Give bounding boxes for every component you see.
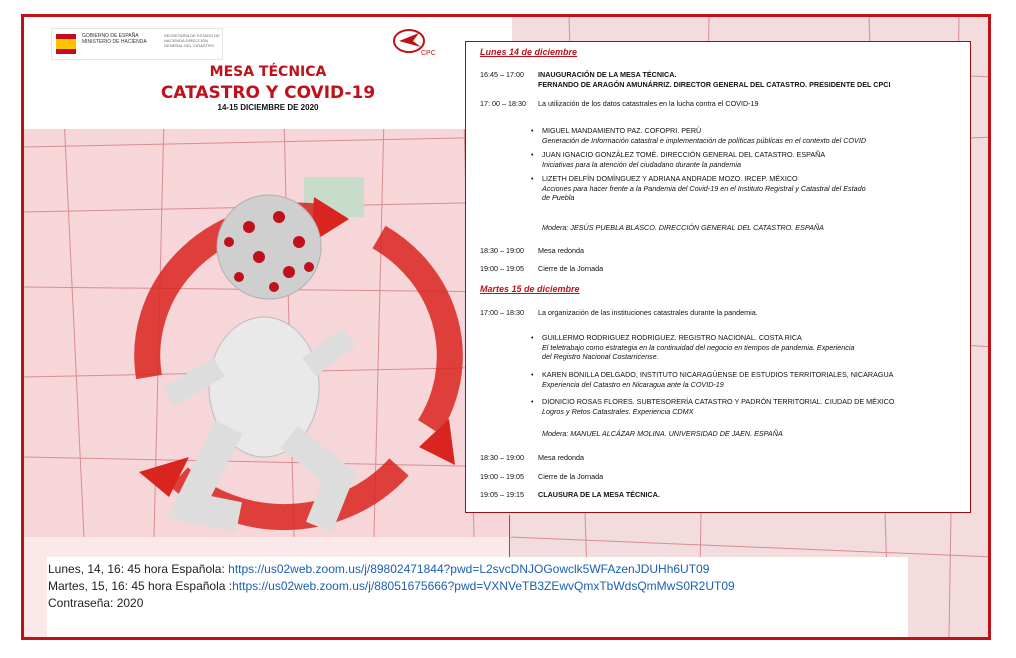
poster-title-line1: MESA TÉCNICA xyxy=(209,64,327,80)
speaker-talk: Generación de Información catastral e implementación de políticas públicas en el contexto del COVID xyxy=(542,135,867,145)
poster-title-line2: CATASTRO Y COVID-19 xyxy=(160,83,376,103)
day1-slot-session xyxy=(480,99,759,109)
slot-title: La utilización de los datos catastrales en la lucha contra el COVID-19 xyxy=(538,99,759,108)
zoom-link-monday[interactable]: https://us02web.zoom.us/j/89802471844?pwd=L2svcDNJOGowclk5WFAzenJDUHh6UT09 xyxy=(228,562,710,576)
gov-logo-subtext: SECRETARÍA DE ESTADO DE HACIENDA DIRECCIÓN GENERAL DEL CATASTRO xyxy=(164,33,220,48)
day2-speaker-1 xyxy=(542,333,952,362)
day2-slot-session xyxy=(480,308,758,318)
day1-slot-inauguration xyxy=(480,70,676,80)
speaker-talk: Acciones para hacer frente a la Pandemia del Covid-19 en el Instituto Registral y Catastral del Estado xyxy=(542,183,866,193)
speaker-name: • JUAN IGNACIO GONZÁLEZ TOMÉ. DIRECCIÓN GENERAL DEL CATASTRO. ESPAÑA xyxy=(542,150,826,159)
day1-slot-roundtable xyxy=(480,246,584,256)
spain-flag-icon xyxy=(56,34,76,54)
slot-title: INAUGURACIÓN DE LA MESA TÉCNICA. xyxy=(538,70,677,79)
link-line-tuesday xyxy=(48,578,908,595)
day1-speaker-1 xyxy=(542,126,952,145)
slot-time: 16:45 – 17:00 xyxy=(480,70,524,79)
speaker-name: • GUILLERMO RODRIGUEZ RODRIGUEZ. REGISTRO NACIONAL. COSTA RICA xyxy=(542,333,802,342)
speaker-name: • MIGUEL MANDAMIENTO PAZ. COFOPRI. PERÚ xyxy=(542,126,702,135)
password-line: Contraseña: 2020 xyxy=(48,596,144,610)
day2-speaker-3 xyxy=(542,397,952,416)
day2-slot-closing xyxy=(480,472,603,482)
slot-time: 19:05 – 19:15 xyxy=(480,490,524,499)
poster-frame xyxy=(21,14,991,640)
slot-title: Mesa redonda xyxy=(538,246,584,255)
slot-title: Cierre de la Jornada xyxy=(538,264,604,273)
covid-runner-illustration xyxy=(79,147,499,537)
cpc-logo-icon xyxy=(389,27,439,57)
gov-logo-text: GOBIERNO DE ESPAÑA MINISTERIO DE HACIENDA xyxy=(82,33,147,45)
speaker-name: • DIONICIO ROSAS FLORES. SUBTESORERÍA CATASTRO Y PADRÓN TERRITORIAL. CIUDAD DE MÉXICO xyxy=(542,397,895,406)
day2-slot-clausura xyxy=(480,490,660,500)
slot-title: CLAUSURA DE LA MESA TÉCNICA. xyxy=(538,490,660,499)
slot-title: Mesa redonda xyxy=(538,453,584,462)
link-label-tuesday: Martes, 15, 16: 45 hora Española : xyxy=(48,579,233,593)
slot-time: 19:00 – 19:05 xyxy=(480,472,524,481)
day1-slot-closing xyxy=(480,264,603,274)
program-panel xyxy=(465,41,971,513)
slot-time: 18:30 – 19:00 xyxy=(480,246,524,255)
speaker-talk: Iniciativas para la atención del ciudadano durante la pandemia xyxy=(542,159,741,169)
speaker-talk: Experiencia del Catastro en Nicaragua ante la COVID-19 xyxy=(542,379,724,389)
speaker-talk: El teletrabajo como estrategia en la continuidad del negocio en tiempos de pandemia. Experiencia xyxy=(542,342,855,352)
link-label-monday: Lunes, 14, 16: 45 hora Española: xyxy=(48,562,229,576)
zoom-link-tuesday[interactable]: https://us02web.zoom.us/j/88051675666?pwd=VXNVeTB3ZEwvQmxTbWdsQmMwS0R2UT09 xyxy=(232,579,735,593)
day2-heading: Martes 15 de diciembre xyxy=(480,284,580,294)
slot-time: 17: 00 – 18:30 xyxy=(480,99,526,108)
slot-title: La organización de las instituciones catastrales durante la pandemia. xyxy=(538,308,758,317)
speaker-talk-cont: de Puebla xyxy=(542,193,575,203)
slot-time: 17:00 – 18:30 xyxy=(480,308,524,317)
zoom-links-box xyxy=(47,557,908,639)
day1-moderator: Modera: JESÚS PUEBLA BLASCO. DIRECCIÓN GENERAL DEL CATASTRO. ESPAÑA xyxy=(542,223,824,232)
day2-moderator: Modera: MANUEL ALCÁZAR MOLINA. UNIVERSIDAD DE JAEN. ESPAÑA xyxy=(542,429,783,438)
day1-heading: Lunes 14 de diciembre xyxy=(480,47,578,57)
slot-time: 18:30 – 19:00 xyxy=(480,453,524,462)
slot-title: Cierre de la Jornada xyxy=(538,472,604,481)
speaker-name: • KAREN BONILLA DELGADO, INSTITUTO NICARAGÜENSE DE ESTUDIOS TERRITORIALES, NICARAGUA xyxy=(542,370,894,379)
speaker-name: • LIZETH DELFÍN DOMÍNGUEZ Y ADRIANA ANDRADE MOZO. IRCEP. MÉXICO xyxy=(542,174,798,183)
link-line-monday xyxy=(48,561,908,578)
speaker-talk: Logros y Retos Catastrales. Experiencia CDMX xyxy=(542,406,694,416)
slot-subtitle: FERNANDO DE ARAGÓN AMUNÁRRIZ. DIRECTOR GENERAL DEL CATASTRO. PRESIDENTE DEL CPCI xyxy=(538,80,891,89)
day2-slot-roundtable xyxy=(480,453,584,463)
poster-header xyxy=(24,17,512,129)
slot-time: 19:00 – 19:05 xyxy=(480,264,524,273)
day1-speaker-3 xyxy=(542,174,952,203)
government-logo xyxy=(51,28,223,60)
day1-slot-inauguration-sub xyxy=(538,80,890,90)
speaker-talk-cont: del Registro Nacional Costarricense. xyxy=(542,352,659,362)
day1-speaker-2 xyxy=(542,150,952,169)
poster-dates: 14-15 DICIEMBRE DE 2020 xyxy=(217,103,319,112)
cpc-logo-text: CPC xyxy=(421,50,436,57)
day2-speaker-2 xyxy=(542,370,952,389)
